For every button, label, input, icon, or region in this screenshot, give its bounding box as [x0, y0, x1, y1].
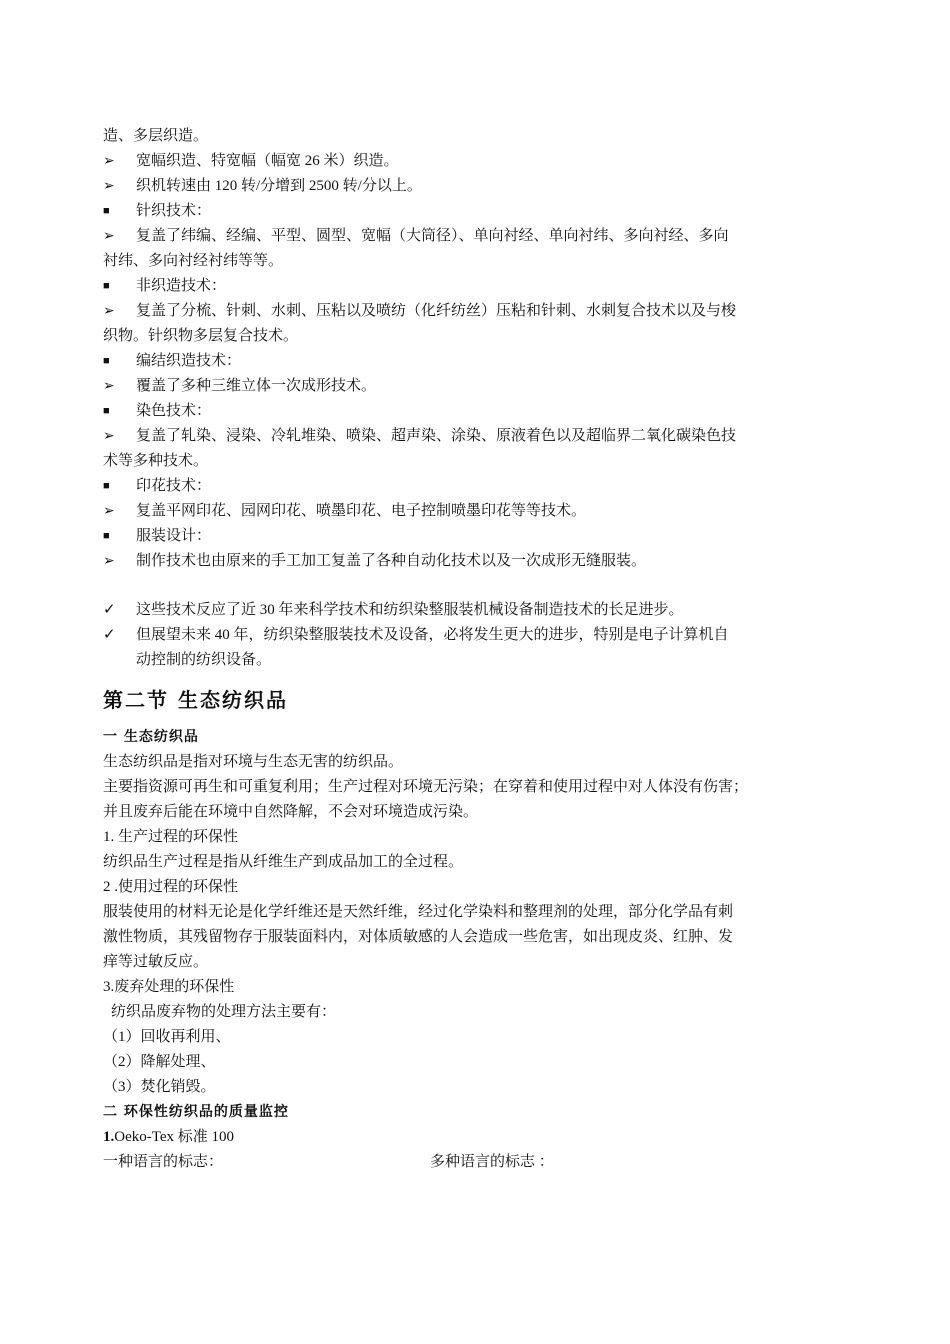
arrow-bullet-icon: ➢ [103, 304, 115, 319]
nonwoven-item: ➢ 复盖了分梳、针刺、水刺、压粘以及喷纺（化纤纺丝）压粘和针刺、水刺复合技术以及与梭 织物。针织物多层复合技术。 [103, 299, 823, 349]
section-title: 第二节 生态纺织品 [103, 688, 288, 712]
part1-heading: 一 生态纺织品 [103, 729, 199, 745]
garment-item: ➢ 制作技术也由原来的手工加工复盖了各种自动化技术以及一次成形无缝服装。 [103, 549, 823, 574]
square-bullet-icon: ■ [103, 405, 110, 417]
square-bullet-icon: ■ [103, 280, 110, 292]
check-item-2: ✓ 但展望未来 40 年，纺织染整服装技术及设备，必将发生更大的进步，特别是电子计算机自 动控制的纺织设备。 [103, 623, 823, 673]
arrow-bullet-icon: ➢ [103, 229, 115, 244]
arrow-bullet-icon: ➢ [103, 429, 115, 444]
document-page [103, 124, 823, 1175]
arrow-bullet-icon: ➢ [103, 379, 115, 394]
garment-title: ■ 服装设计： [103, 524, 823, 549]
printing-title: ■ 印花技术： [103, 474, 823, 499]
paragraph: 服装使用的材料无论是化学纤维还是天然纤维，经过化学染料和整理剂的处理，部分化学品有刺 [103, 904, 734, 920]
arrow-bullet-icon: ➢ [103, 504, 115, 519]
arrow-bullet-icon: ➢ [103, 154, 115, 169]
braiding-title: ■ 编结织造技术： [103, 349, 823, 374]
dyeing-title: ■ 染色技术： [103, 399, 823, 424]
checkmark-icon: ✓ [103, 627, 116, 643]
check-item-1: ✓ 这些技术反应了近 30 年来科学技术和纺织染整服装机械设备制造技术的长足进步。 [103, 598, 823, 623]
weaving-item-2: ➢ 织机转速由 120 转/分增到 2500 转/分以上。 [103, 174, 823, 199]
standard-name: Oeko-Tex 标准 100 [114, 1129, 235, 1145]
label-row [103, 1150, 823, 1175]
dyeing-item: ➢ 复盖了轧染、浸染、冷轧堆染、喷染、超声染、涂染、原液着色以及超临界二氧化碳染色技 术等多种技术。 [103, 424, 823, 474]
list-item: （1）回收再利用、 [103, 1029, 231, 1045]
subsection-title: 3.废弃处理的环保性 [103, 979, 235, 995]
list-item: （3）焚化销毁。 [103, 1079, 216, 1095]
square-bullet-icon: ■ [103, 205, 110, 217]
weaving-item-1: ➢ 宽幅织造、特宽幅（幅宽 26 米）织造。 [103, 149, 823, 174]
square-bullet-icon: ■ [103, 480, 110, 492]
list-item: （2）降解处理、 [103, 1054, 216, 1070]
continued-line: 造、多层织造。 [103, 128, 209, 144]
braiding-item: ➢ 覆盖了多种三维立体一次成形技术。 [103, 374, 823, 399]
arrow-bullet-icon: ➢ [103, 554, 115, 569]
paragraph: 生态纺织品是指对环境与生态无害的纺织品。 [103, 754, 404, 770]
paragraph: 纺织品生产过程是指从纤维生产到成品加工的全过程。 [103, 854, 464, 870]
knitting-item: ➢ 复盖了纬编、经编、平型、圆型、宽幅（大筒径）、单向衬经、单向衬纬、多向衬经、多向 衬纬、多向衬经衬纬等等。 [103, 224, 823, 274]
square-bullet-icon: ■ [103, 530, 110, 542]
standard-title [103, 1125, 823, 1150]
knitting-title: ■ 针织技术： [103, 199, 823, 224]
subsection-title: 2 .使用过程的环保性 [103, 879, 239, 895]
checkmark-icon: ✓ [103, 602, 116, 618]
part2-heading: 二 环保性纺织品的质量监控 [103, 1104, 289, 1120]
label-multi-language: 多种语言的标志 ： [430, 1154, 554, 1170]
subsection-title: 1. 生产过程的环保性 [103, 829, 239, 845]
paragraph: 主要指资源可再生和可重复利用；生产过程对环境无污染；在穿着和使用过程中对人体没有伤害； [103, 779, 749, 795]
paragraph: 纺织品废弃物的处理方法主要有： [111, 1004, 337, 1020]
printing-item: ➢ 复盖平网印花、园网印花、喷墨印花、电子控制喷墨印花等等技术。 [103, 499, 823, 524]
paragraph: 激性物质，其残留物存于服装面料内，对体质敏感的人会造成一些危害，如出现皮炎、红肿、发 [103, 929, 734, 945]
nonwoven-title: ■ 非织造技术： [103, 274, 823, 299]
square-bullet-icon: ■ [103, 355, 110, 367]
arrow-bullet-icon: ➢ [103, 179, 115, 194]
standard-number: 1. [103, 1129, 115, 1145]
paragraph: 并且废弃后能在环境中自然降解，不会对环境造成污染。 [103, 804, 479, 820]
blank-line [103, 574, 823, 598]
paragraph: 痒等过敏反应。 [103, 954, 209, 970]
label-single-language: 一种语言的标志： [103, 1154, 224, 1170]
